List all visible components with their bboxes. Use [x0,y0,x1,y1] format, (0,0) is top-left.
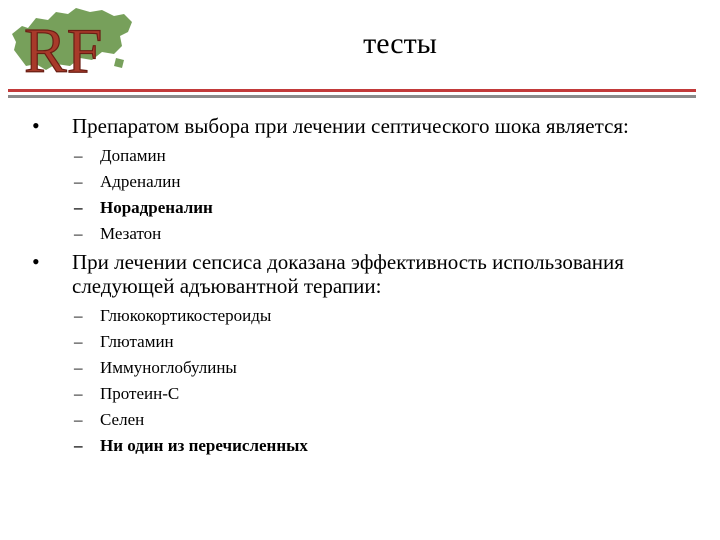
answer-option [32,224,672,244]
dash-icon: – [74,332,83,351]
bullet-icon: • [32,249,40,274]
answer-option [32,146,672,166]
dash-icon: – [74,358,83,377]
question-text: Препаратом выбора при лечении септического шока является: [72,114,629,138]
dash-icon: – [74,306,83,325]
answer-label: Селен [100,410,145,429]
answer-option [32,410,672,430]
answer-option [32,332,672,352]
question-text: При лечении сепсиса доказана эффективность использования следующей адъювантной терапии: [72,250,624,298]
slide-title: тесты [363,27,437,60]
answer-list-1 [32,146,672,244]
dash-icon: – [74,146,83,165]
dash-icon: – [74,384,83,403]
title-divider-red [8,89,696,92]
answer-label: Адреналин [100,172,181,191]
answer-label: Ни один из перечисленных [100,436,308,455]
answer-label: Глюкокортикостероиды [100,306,272,325]
answer-label: Норадреналин [100,198,213,217]
answer-option-correct [32,436,672,456]
answer-label: Мезатон [100,224,162,243]
dash-icon: – [74,410,83,429]
question-2 [32,250,672,298]
question-1 [32,114,672,138]
answer-label: Допамин [100,146,166,165]
dash-icon: – [74,224,83,243]
answer-option [32,358,672,378]
answer-option [32,172,672,192]
answer-list-2 [32,306,672,456]
bullet-icon: • [32,113,40,138]
logo-letters: RF [24,15,103,82]
answer-label: Иммуноглобулины [100,358,237,377]
answer-label: Протеин-С [100,384,180,403]
map-island-icon [114,58,124,68]
rf-logo [6,4,136,82]
answer-label: Глютамин [100,332,174,351]
answer-option [32,384,672,404]
slide-content [32,114,672,462]
dash-icon: – [74,172,83,191]
title-divider-gray [8,95,696,98]
answer-option-correct [32,198,672,218]
dash-icon: – [74,436,83,455]
answer-option [32,306,672,326]
dash-icon: – [74,198,83,217]
